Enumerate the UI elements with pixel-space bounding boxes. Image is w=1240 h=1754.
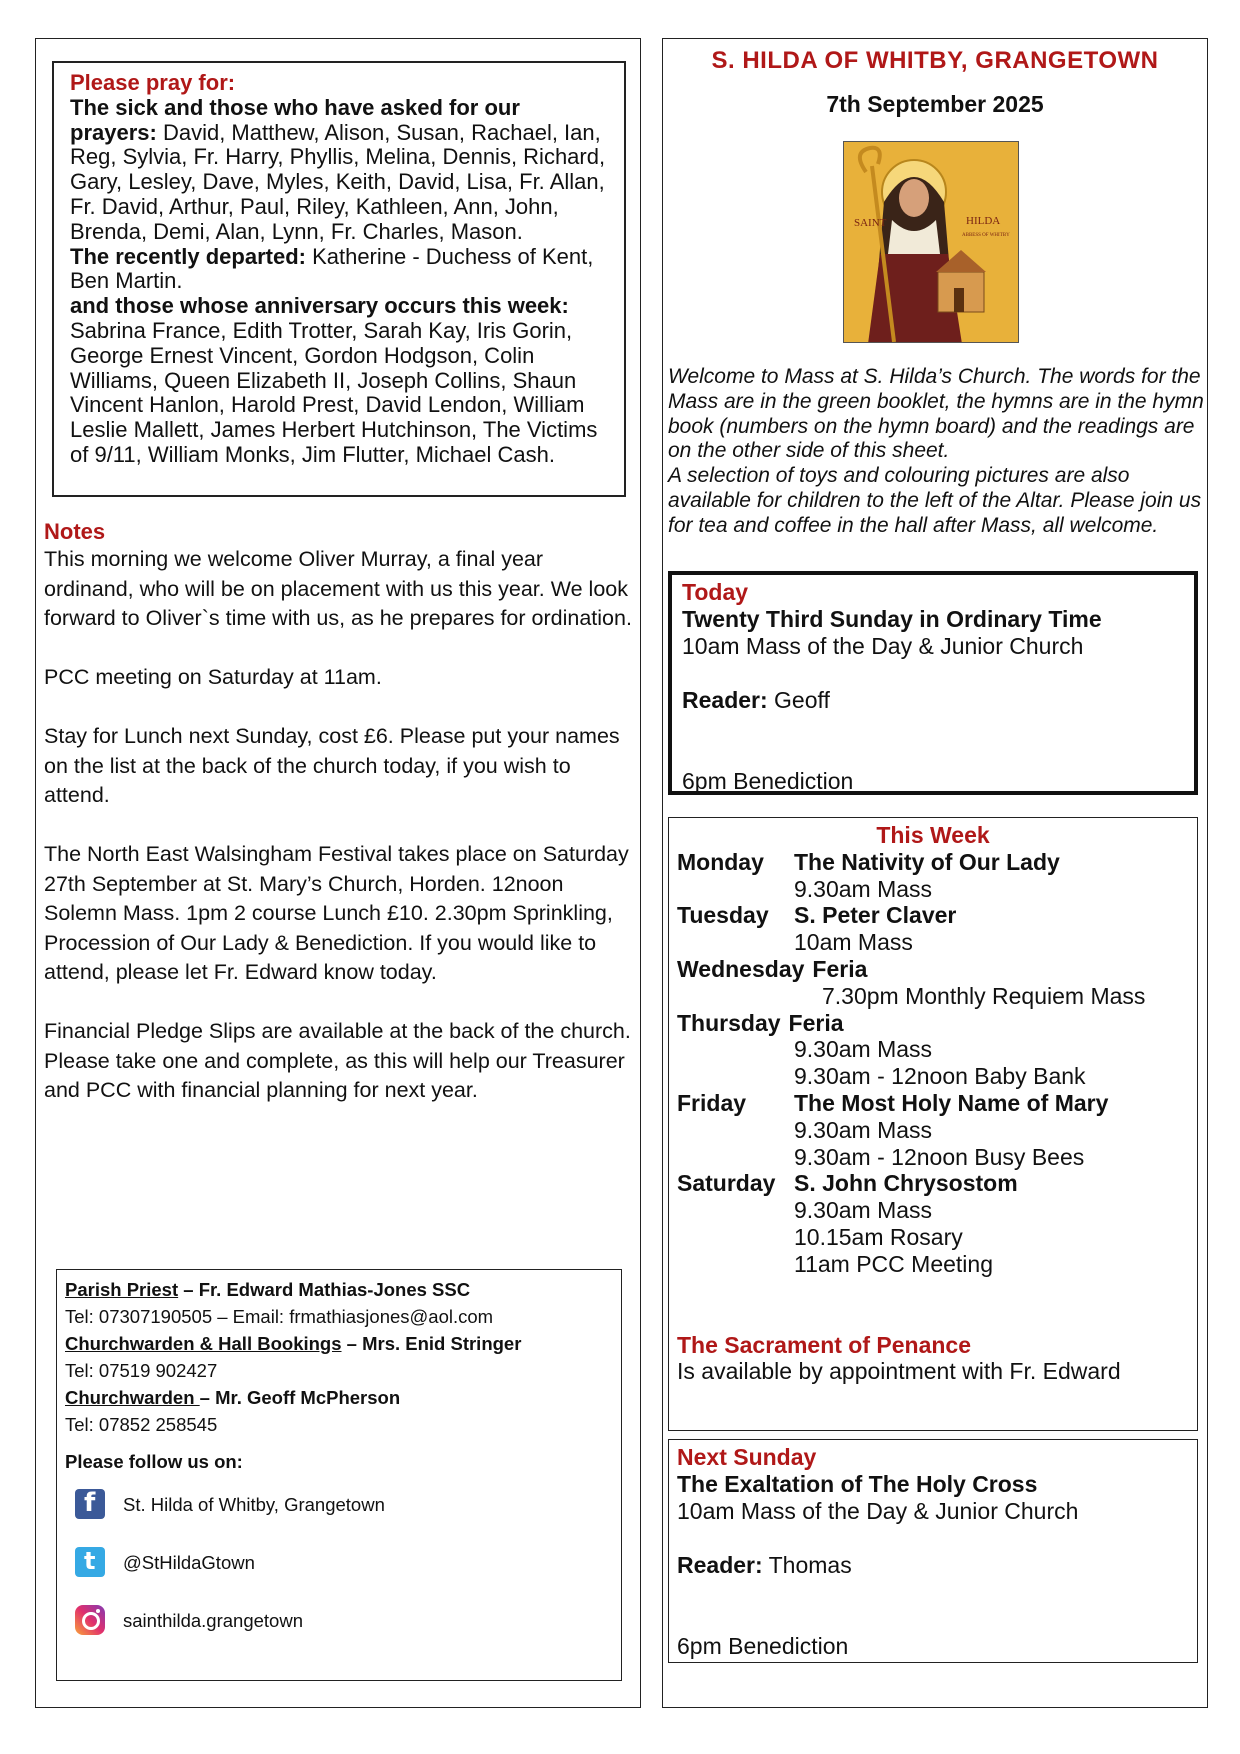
week-heading: This Week — [876, 822, 990, 848]
note-item: PCC meeting on Saturday at 11am. — [44, 665, 382, 689]
note-item: Stay for Lunch next Sunday, cost £6. Please put your names on the list at the back of the church today, if you wish to attend. — [44, 724, 620, 807]
twitter-icon — [75, 1547, 105, 1577]
saint-hilda-picture — [844, 142, 1019, 343]
today-evening: 6pm Benediction — [682, 768, 854, 794]
follow-label: Please follow us on: — [65, 1451, 243, 1472]
penance-heading: The Sacrament of Penance — [677, 1331, 971, 1358]
day-label: Monday — [677, 848, 764, 875]
twitter-text: @StHildaGtown — [123, 1551, 255, 1573]
this-week-box — [668, 817, 1198, 1431]
day-friday — [677, 1090, 1189, 1117]
left-column — [35, 38, 641, 1708]
notes-section — [44, 519, 634, 1135]
day-thursday — [677, 1010, 1189, 1037]
next-sunday-box — [668, 1439, 1198, 1663]
icon-right-text: HILDA — [966, 215, 1001, 227]
priest-name: – Fr. Edward Mathias-Jones SSC — [178, 1279, 471, 1300]
warden1-line — [65, 1330, 613, 1357]
next-mass: 10am Mass of the Day & Junior Church — [677, 1498, 1079, 1524]
service-date: 7th September 2025 — [826, 91, 1044, 117]
instagram-icon — [75, 1605, 105, 1635]
instagram-link[interactable] — [65, 1591, 613, 1649]
note-item: This morning we welcome Oliver Murray, a final year ordinand, who will be on placement with us this year. We look forward to Oliver`s time with us, as he prepares for ordination. — [44, 547, 632, 630]
day-title: S. John Chrysostom — [794, 1170, 1018, 1197]
day-line: 9.30am Mass — [794, 875, 933, 902]
right-column — [662, 38, 1208, 1708]
penance-text: Is available by appointment with Fr. Edward — [677, 1358, 1121, 1385]
next-evening: 6pm Benediction — [677, 1633, 849, 1659]
warden1-role: Churchwarden & Hall Bookings — [65, 1333, 342, 1354]
day-line: 9.30am Mass — [794, 1036, 933, 1063]
day-title: The Most Holy Name of Mary — [794, 1089, 1109, 1116]
priest-contact: Tel: 07307190505 – Email: frmathiasjones@aol.com — [65, 1306, 494, 1327]
instagram-text: sainthilda.grangetown — [123, 1609, 303, 1631]
next-heading: Next Sunday — [677, 1444, 817, 1470]
sick-label: The sick and those who have asked for our prayers: — [70, 94, 520, 145]
church-name: S. HILDA OF WHITBY, GRANGETOWN — [711, 47, 1159, 74]
priest-line — [65, 1276, 613, 1303]
day-monday — [677, 849, 1189, 876]
facebook-text: St. Hilda of Whitby, Grangetown — [123, 1493, 385, 1515]
day-wednesday — [677, 956, 1189, 983]
next-reader-line — [677, 1552, 1189, 1579]
warden1-name: – Mrs. Enid Stringer — [341, 1333, 522, 1354]
departed-names: Katherine - Duchess of Kent, Ben Martin. — [70, 243, 594, 294]
icon-right-subtext: ABBESS OF WHITBY — [962, 233, 1010, 238]
warden1-tel: Tel: 07519 902427 — [65, 1360, 218, 1381]
note-item: Financial Pledge Slips are available at the back of the church. Please take one and complete, as this will help our Treasurer and PCC with financial planning for next year. — [44, 1019, 631, 1102]
warden2-name: – Mr. Geoff McPherson — [199, 1387, 401, 1408]
next-reader-label: Reader: — [677, 1552, 763, 1578]
day-title: Feria — [788, 1009, 844, 1036]
today-box — [668, 571, 1198, 795]
day-title: Feria — [812, 955, 868, 982]
day-line: 10am Mass — [794, 929, 913, 956]
facebook-link[interactable] — [65, 1475, 613, 1533]
day-line: 9.30am Mass — [794, 1197, 933, 1224]
facebook-icon — [75, 1489, 105, 1519]
prayer-departed — [70, 245, 612, 295]
welcome-text — [668, 365, 1204, 539]
day-line: 9.30am - 12noon Busy Bees — [794, 1143, 1085, 1170]
warden2-tel: Tel: 07852 258545 — [65, 1414, 218, 1435]
day-label: Thursday — [677, 1009, 781, 1036]
prayer-box — [52, 61, 626, 497]
day-line: 11am PCC Meeting — [794, 1250, 993, 1277]
note-item: The North East Walsingham Festival takes place on Saturday 27th September at St. Mary’s Church, Horden. 12noon Solemn Mass. 1pm 2 course Lunch £10. 2.30pm Sprinkling, Procession of Our Lady & Benediction. If you would like to attend, please let Fr. Edward know today. — [44, 842, 629, 984]
day-saturday — [677, 1170, 1189, 1197]
anniversary-label: and those whose anniversary occurs this week: — [70, 293, 569, 319]
day-title: The Nativity of Our Lady — [794, 848, 1060, 875]
day-line: 9.30am - 12noon Baby Bank — [794, 1063, 1086, 1090]
sick-names: David, Matthew, Alison, Susan, Rachael, Ian, Reg, Sylvia, Fr. Harry, Phyllis, Melina, Dennis, Richard, Gary, Lesley, Dave, Myles, Keith, David, Lisa, Fr. Allan, Fr. David, Arthur, Paul, Riley, Kathleen, Ann, John, Brenda, Demi, Alan, Lynn, Fr. Charles, Mason. — [70, 119, 606, 244]
prayer-sick — [70, 96, 612, 245]
welcome-para-2: A selection of toys and colouring pictures are also available for children to the left of the Altar. Please join us for tea and coffee in the hall after Mass, all welcome. — [668, 464, 1202, 537]
contact-box — [56, 1269, 622, 1681]
icon-left-text: SAINT — [854, 217, 887, 229]
day-label: Wednesday — [677, 955, 805, 982]
twitter-link[interactable] — [65, 1533, 613, 1591]
day-line: 10.15am Rosary — [794, 1223, 963, 1250]
departed-label: The recently departed: — [70, 243, 306, 269]
warden2-line — [65, 1384, 613, 1411]
next-reader: Thomas — [762, 1552, 852, 1578]
today-reader: Geoff — [767, 687, 830, 713]
today-reader-line — [682, 687, 1184, 714]
notes-heading: Notes — [44, 519, 106, 544]
st-hilda-icon-image — [843, 141, 1019, 343]
welcome-para-1: Welcome to Mass at S. Hilda’s Church. The words for the Mass are in the green booklet, the hymns are in the hymn book (numbers on the hymn board) and the readings are on the other side of this sheet. — [668, 365, 1204, 463]
day-line: 9.30am Mass — [794, 1116, 933, 1143]
day-title: S. Peter Claver — [794, 902, 957, 929]
warden2-role: Churchwarden — [65, 1387, 200, 1408]
anniversary-names: Sabrina France, Edith Trotter, Sarah Kay, Iris Gorin, George Ernest Vincent, Gordon Hodgson, Colin Williams, Queen Elizabeth II, Joseph Collins, Shaun Vincent Hanlon, Harold Prest, David Lendon, William Leslie Mallett, James Herbert Hutchinson, The Victims of 9/11, William Monks, Jim Flutter, Michael Cash. — [70, 317, 598, 467]
next-title: The Exaltation of The Holy Cross — [677, 1471, 1038, 1497]
priest-role: Parish Priest — [65, 1279, 179, 1300]
today-heading: Today — [682, 579, 749, 605]
day-tuesday — [677, 902, 1189, 929]
day-line: 7.30pm Monthly Requiem Mass — [822, 982, 1146, 1009]
today-title: Twenty Third Sunday in Ordinary Time — [682, 606, 1102, 632]
prayer-heading: Please pray for: — [70, 70, 236, 95]
day-label: Tuesday — [677, 902, 769, 929]
today-mass: 10am Mass of the Day & Junior Church — [682, 633, 1084, 659]
day-label: Friday — [677, 1089, 747, 1116]
today-reader-label: Reader: — [682, 687, 768, 713]
day-label: Saturday — [677, 1170, 776, 1197]
